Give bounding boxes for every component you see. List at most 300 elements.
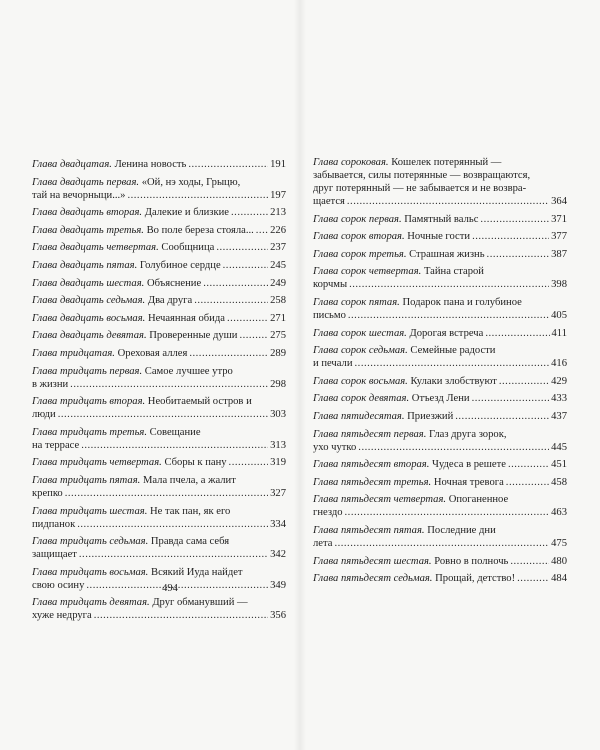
toc-entry-line bbox=[313, 248, 567, 261]
toc-entry-text bbox=[32, 241, 214, 254]
toc-entry-text bbox=[32, 176, 240, 189]
chapter-label: Глава двадцать шестая. bbox=[32, 277, 145, 289]
chapter-page-number: 349 bbox=[270, 579, 286, 591]
dot-leader bbox=[345, 506, 550, 519]
toc-entry bbox=[313, 327, 567, 340]
toc-entry-line bbox=[32, 395, 286, 408]
toc-entry-line bbox=[32, 206, 286, 219]
dot-leader bbox=[227, 312, 268, 325]
chapter-page-number: 271 bbox=[270, 312, 286, 324]
chapter-page-number: 364 bbox=[551, 196, 567, 207]
chapter-page-number: 405 bbox=[551, 309, 567, 321]
chapter-page-number: 275 bbox=[270, 330, 286, 342]
chapter-page-number: 371 bbox=[551, 213, 567, 225]
toc-entry-line bbox=[313, 182, 567, 195]
chapter-label: Глава пятьдесят третья. bbox=[313, 476, 432, 488]
toc-entry bbox=[313, 265, 567, 291]
chapter-label: Глава тридцать девятая. bbox=[32, 597, 150, 609]
chapter-label: Глава тридцатая. bbox=[32, 347, 115, 359]
chapter-label: Глава тридцать седьмая. bbox=[32, 536, 149, 548]
toc-entry-text bbox=[32, 548, 77, 561]
chapter-page-number: 377 bbox=[551, 231, 567, 243]
dot-leader bbox=[216, 241, 268, 254]
chapter-label: Глава сорок шестая. bbox=[313, 327, 407, 339]
toc-entry-text bbox=[32, 329, 237, 342]
chapter-title: Ореховая аллея bbox=[117, 347, 188, 359]
chapter-title: Всякий Иуда найдет bbox=[151, 566, 243, 578]
chapter-title: Правда сама себя bbox=[150, 536, 230, 548]
toc-entry-text bbox=[313, 230, 470, 243]
chapter-title: Глаз друга зорок, bbox=[429, 428, 507, 440]
toc-entry-line bbox=[32, 365, 286, 378]
toc-entry-line bbox=[32, 189, 286, 202]
chapter-title: пидпанок bbox=[32, 518, 76, 530]
toc-entry-text bbox=[313, 555, 508, 568]
toc-entry-line bbox=[32, 456, 286, 469]
toc-entry-line bbox=[32, 277, 286, 290]
chapter-page-number: 313 bbox=[270, 439, 286, 451]
toc-entry-text bbox=[313, 493, 508, 506]
toc-entry-line bbox=[32, 347, 286, 360]
toc-entry-text bbox=[313, 248, 485, 261]
chapter-page-number: 245 bbox=[270, 259, 286, 271]
toc-entry-text bbox=[32, 312, 225, 325]
chapter-title: щается bbox=[313, 196, 345, 207]
chapter-title: Ночная тревога bbox=[433, 476, 504, 488]
dot-leader bbox=[480, 213, 549, 226]
chapter-title: Не так пан, як его bbox=[150, 505, 231, 517]
toc-entry bbox=[313, 458, 567, 471]
chapter-label: Глава пятьдесят вторая. bbox=[313, 459, 430, 471]
toc-entry bbox=[313, 555, 567, 568]
toc-entry-text bbox=[313, 428, 507, 441]
toc-entry-line bbox=[32, 329, 286, 342]
toc-entry-text bbox=[32, 518, 75, 531]
toc-entry-text bbox=[32, 474, 236, 487]
toc-entry-text bbox=[313, 375, 497, 388]
toc-entry-text bbox=[32, 158, 186, 171]
toc-entry-line bbox=[313, 392, 567, 405]
toc-entry-line bbox=[313, 169, 567, 182]
toc-entry-text bbox=[313, 195, 345, 208]
chapter-label: Глава сорок девятая. bbox=[313, 393, 410, 405]
chapter-page-number: 463 bbox=[551, 507, 567, 519]
chapter-page-number: 356 bbox=[270, 610, 286, 622]
toc-entry-text bbox=[32, 408, 56, 421]
chapter-title: Страшная жизнь bbox=[409, 248, 485, 260]
toc-entry-text bbox=[32, 439, 79, 452]
chapter-page-number: 484 bbox=[551, 573, 567, 585]
chapter-page-number: 342 bbox=[270, 549, 286, 561]
chapter-title: Чудеса в решете bbox=[432, 459, 506, 471]
toc-entry-line bbox=[313, 265, 567, 278]
chapter-label: Глава двадцать седьмая. bbox=[32, 295, 146, 307]
toc-entry bbox=[313, 375, 567, 388]
toc-entry bbox=[313, 572, 567, 585]
toc-entry-text bbox=[313, 357, 353, 370]
chapter-label: Глава пятьдесят пятая. bbox=[313, 524, 425, 536]
toc-entry bbox=[32, 395, 286, 421]
chapter-title: Памятный вальс bbox=[404, 213, 479, 225]
toc-entry bbox=[32, 224, 286, 237]
toc-entry-line bbox=[313, 357, 567, 370]
chapter-label: Глава тридцать пятая. bbox=[32, 474, 141, 486]
toc-entry-text bbox=[32, 259, 221, 272]
dot-leader bbox=[127, 189, 268, 202]
toc-entry-line bbox=[313, 344, 567, 357]
dot-leader bbox=[58, 408, 268, 421]
dot-leader bbox=[506, 476, 549, 489]
toc-entry-line bbox=[313, 195, 567, 208]
toc-entry-text bbox=[313, 506, 343, 519]
chapter-title: люди bbox=[32, 409, 56, 421]
toc-entry bbox=[313, 392, 567, 405]
chapter-title: Кошелек потерянный — bbox=[391, 157, 502, 168]
toc-entry-line bbox=[32, 596, 286, 609]
toc-entry-text bbox=[313, 213, 478, 226]
toc-entry-text bbox=[313, 524, 496, 537]
chapter-page-number: 433 bbox=[551, 393, 567, 405]
toc-entry-line bbox=[313, 230, 567, 243]
dot-leader bbox=[472, 230, 549, 243]
chapter-page-number: 445 bbox=[551, 441, 567, 453]
toc-entry-line bbox=[313, 410, 567, 423]
toc-entry bbox=[313, 428, 567, 454]
dot-leader bbox=[81, 439, 268, 452]
chapter-page-number: 411 bbox=[551, 327, 567, 339]
chapter-title: гнездо bbox=[313, 507, 343, 519]
chapter-title: Кулаки злобствуют bbox=[410, 375, 497, 387]
chapter-label: Глава тридцать вторая. bbox=[32, 396, 146, 408]
chapter-label: Глава двадцать пятая. bbox=[32, 259, 138, 271]
chapter-title: защищает bbox=[32, 549, 77, 561]
dot-leader bbox=[348, 309, 549, 322]
toc-entry bbox=[313, 344, 567, 370]
toc-entry-line bbox=[313, 493, 567, 506]
dot-leader bbox=[239, 329, 268, 342]
chapter-page-number: 451 bbox=[551, 459, 567, 471]
toc-entry-text bbox=[32, 189, 125, 202]
toc-entry-line bbox=[32, 378, 286, 391]
chapter-title: Сообщница bbox=[161, 242, 215, 254]
dot-leader bbox=[231, 206, 268, 219]
dot-leader bbox=[334, 537, 549, 550]
chapter-title: лета bbox=[313, 537, 333, 549]
toc-entry bbox=[313, 493, 567, 519]
toc-entry-text bbox=[32, 395, 252, 408]
chapter-title: Подарок пана и голубиное bbox=[402, 296, 522, 308]
chapter-label: Глава пятьдесят первая. bbox=[313, 428, 427, 440]
toc-entry-text bbox=[313, 265, 484, 278]
dot-leader bbox=[487, 248, 550, 261]
dot-leader bbox=[256, 224, 268, 237]
toc-entry-text bbox=[32, 505, 230, 518]
toc-entry-text bbox=[32, 566, 243, 579]
toc-entry-text bbox=[313, 278, 347, 291]
toc-entry bbox=[313, 230, 567, 243]
chapter-label: Глава сорок седьмая. bbox=[313, 345, 408, 357]
toc-entry-text bbox=[313, 392, 470, 405]
chapter-title: Нечаянная обида bbox=[147, 312, 225, 324]
chapter-title: Приезжий bbox=[407, 410, 454, 422]
dot-leader bbox=[188, 158, 268, 171]
toc-entry-text bbox=[313, 182, 526, 195]
chapter-label: Глава тридцать шестая. bbox=[32, 505, 148, 517]
toc-entry bbox=[32, 365, 286, 391]
toc-entry-line bbox=[32, 548, 286, 561]
chapter-page-number: 334 bbox=[270, 518, 286, 530]
toc-entry-line bbox=[32, 241, 286, 254]
chapter-title: крепко bbox=[32, 487, 63, 499]
toc-entry-text bbox=[32, 378, 68, 391]
chapter-title: Сборы к пану bbox=[164, 457, 227, 469]
chapter-title: забывается, силы потерянные — возвращаются, bbox=[313, 170, 531, 181]
toc-entry bbox=[32, 312, 286, 325]
chapter-page-number: 458 bbox=[551, 476, 567, 488]
toc-right-column bbox=[313, 156, 567, 590]
toc-entry bbox=[313, 476, 567, 489]
dot-leader bbox=[70, 378, 268, 391]
chapter-title: Тайна старой bbox=[423, 266, 484, 278]
chapter-page-number: 213 bbox=[270, 207, 286, 219]
toc-entry-line bbox=[313, 156, 567, 169]
toc-entry bbox=[32, 535, 286, 561]
chapter-label: Глава тридцать первая. bbox=[32, 365, 143, 377]
chapter-label: Глава сорок восьмая. bbox=[313, 375, 408, 387]
page-number: 494 bbox=[162, 583, 178, 594]
toc-entry-text bbox=[313, 572, 515, 585]
chapter-label: Глава сорок четвертая. bbox=[313, 266, 422, 278]
toc-entry-text bbox=[32, 426, 201, 439]
chapter-title: свою осину bbox=[32, 579, 85, 591]
toc-entry bbox=[313, 296, 567, 322]
toc-entry-text bbox=[32, 487, 63, 500]
dot-leader bbox=[517, 572, 549, 585]
toc-entry-line bbox=[32, 518, 286, 531]
toc-entry bbox=[32, 596, 286, 622]
chapter-title: Ровно в полночь bbox=[434, 555, 509, 567]
toc-entry-line bbox=[32, 439, 286, 452]
chapter-title: Голубиное сердце bbox=[139, 259, 221, 271]
chapter-label: Глава двадцать третья. bbox=[32, 224, 144, 236]
dot-leader bbox=[499, 375, 549, 388]
toc-entry bbox=[313, 213, 567, 226]
chapter-label: Глава сороковая. bbox=[313, 157, 389, 168]
toc-entry-line bbox=[313, 309, 567, 322]
dot-leader bbox=[194, 294, 268, 307]
chapter-title: Ленина новость bbox=[114, 159, 187, 170]
chapter-title: и печали bbox=[313, 358, 353, 370]
chapter-page-number: 416 bbox=[551, 358, 567, 370]
toc-entry-text bbox=[32, 535, 229, 548]
toc-entry-line bbox=[32, 474, 286, 487]
toc-entry-text bbox=[32, 277, 201, 290]
dot-leader bbox=[223, 259, 268, 272]
toc-entry bbox=[32, 241, 286, 254]
chapter-title: тай на вечорныци...» bbox=[32, 189, 126, 201]
chapter-page-number: 298 bbox=[270, 378, 286, 390]
chapter-title: Самое лучшее утро bbox=[144, 365, 233, 377]
toc-entry-line bbox=[313, 213, 567, 226]
toc-entry-text bbox=[313, 327, 483, 340]
toc-entry-text bbox=[313, 476, 504, 489]
toc-entry-text bbox=[32, 609, 92, 622]
toc-left-column bbox=[32, 158, 286, 627]
chapter-page-number: 289 bbox=[270, 347, 286, 359]
toc-entry-line bbox=[313, 296, 567, 309]
toc-entry bbox=[32, 259, 286, 272]
dot-leader bbox=[79, 548, 268, 561]
toc-entry bbox=[32, 456, 286, 469]
chapter-label: Глава пятидесятая. bbox=[313, 410, 405, 422]
chapter-page-number: 303 bbox=[270, 409, 286, 421]
chapter-page-number: 249 bbox=[270, 277, 286, 289]
toc-entry-line bbox=[313, 375, 567, 388]
toc-entry-line bbox=[313, 278, 567, 291]
dot-leader bbox=[229, 456, 269, 469]
dot-leader bbox=[94, 609, 268, 622]
chapter-title: Во поле береза стояла... bbox=[146, 224, 254, 236]
toc-entry-text bbox=[32, 579, 84, 592]
toc-entry-line bbox=[32, 426, 286, 439]
chapter-page-number: 191 bbox=[270, 159, 286, 170]
toc-entry-line bbox=[32, 312, 286, 325]
book-gutter bbox=[294, 0, 306, 750]
chapter-title: Дорогая встреча bbox=[409, 327, 484, 339]
chapter-page-number: 226 bbox=[270, 224, 286, 236]
chapter-label: Глава тридцать четвертая. bbox=[32, 457, 162, 469]
chapter-title: Далекие и близкие bbox=[144, 207, 230, 219]
toc-entry bbox=[32, 426, 286, 452]
dot-leader bbox=[203, 277, 268, 290]
dot-leader bbox=[77, 518, 268, 531]
toc-entry-line bbox=[32, 609, 286, 622]
chapter-label: Глава двадцать четвертая. bbox=[32, 242, 159, 254]
dot-leader bbox=[455, 410, 549, 423]
chapter-label: Глава двадцатая. bbox=[32, 159, 112, 170]
toc-entry-line bbox=[32, 158, 286, 171]
chapter-label: Глава двадцать восьмая. bbox=[32, 312, 146, 324]
toc-entry-text bbox=[32, 596, 248, 609]
chapter-title: Опоганенное bbox=[448, 494, 509, 506]
dot-leader bbox=[358, 441, 549, 454]
toc-entry bbox=[313, 410, 567, 423]
toc-entry-line bbox=[313, 506, 567, 519]
toc-entry-line bbox=[32, 505, 286, 518]
toc-entry-line bbox=[313, 537, 567, 550]
toc-entry-line bbox=[32, 259, 286, 272]
toc-entry-text bbox=[32, 365, 233, 378]
chapter-label: Глава двадцать первая. bbox=[32, 176, 140, 188]
toc-entry-line bbox=[32, 294, 286, 307]
toc-entry-line bbox=[313, 572, 567, 585]
chapter-title: Объяснение bbox=[146, 277, 202, 289]
chapter-title: Два друга bbox=[147, 295, 193, 307]
toc-entry-line bbox=[32, 224, 286, 237]
chapter-label: Глава тридцать третья. bbox=[32, 426, 147, 438]
toc-entry bbox=[32, 347, 286, 360]
toc-entry-text bbox=[32, 456, 227, 469]
toc-entry-text bbox=[313, 441, 356, 454]
chapter-label: Глава сорок первая. bbox=[313, 213, 402, 225]
toc-entry-text bbox=[313, 344, 495, 357]
chapter-page-number: 237 bbox=[270, 242, 286, 254]
chapter-page-number: 437 bbox=[551, 410, 567, 422]
toc-entry bbox=[32, 277, 286, 290]
dot-leader bbox=[347, 195, 549, 208]
toc-entry-line bbox=[313, 441, 567, 454]
chapter-page-number: 429 bbox=[551, 375, 567, 387]
chapter-title: Необитаемый остров и bbox=[147, 396, 252, 408]
chapter-page-number: 475 bbox=[551, 537, 567, 549]
chapter-page-number: 480 bbox=[551, 555, 567, 567]
chapter-title: ухо чутко bbox=[313, 441, 357, 453]
toc-entry-text bbox=[32, 224, 254, 237]
toc-entry-line bbox=[313, 428, 567, 441]
toc-entry-line bbox=[313, 555, 567, 568]
toc-entry-text bbox=[313, 309, 346, 322]
dot-leader bbox=[510, 555, 549, 568]
chapter-title: Друг обманувший — bbox=[152, 597, 248, 609]
chapter-page-number: 319 bbox=[270, 457, 286, 469]
toc-entry-line bbox=[313, 458, 567, 471]
chapter-page-number: 398 bbox=[551, 279, 567, 291]
chapter-title: Мала пчела, а жалит bbox=[142, 474, 236, 486]
dot-leader bbox=[189, 347, 268, 360]
dot-leader bbox=[355, 357, 550, 370]
chapter-title: на террасе bbox=[32, 439, 80, 451]
toc-entry bbox=[313, 156, 567, 208]
chapter-title: хуже недруга bbox=[32, 610, 92, 622]
toc-entry bbox=[313, 524, 567, 550]
toc-entry-text bbox=[32, 206, 229, 219]
chapter-title: Проверенные души bbox=[149, 330, 238, 342]
chapter-title: Совещание bbox=[149, 426, 201, 438]
chapter-title: письмо bbox=[313, 309, 346, 321]
dot-leader bbox=[508, 458, 549, 471]
toc-entry bbox=[32, 158, 286, 171]
chapter-page-number: 327 bbox=[270, 487, 286, 499]
toc-entry-text bbox=[313, 156, 501, 169]
chapter-label: Глава сорок третья. bbox=[313, 248, 407, 260]
toc-entry bbox=[32, 505, 286, 531]
chapter-label: Глава двадцать вторая. bbox=[32, 207, 143, 219]
toc-entry bbox=[32, 294, 286, 307]
toc-entry-line bbox=[313, 524, 567, 537]
chapter-label: Глава сорок пятая. bbox=[313, 296, 400, 308]
toc-entry bbox=[32, 206, 286, 219]
dot-leader bbox=[349, 278, 549, 291]
toc-entry-text bbox=[313, 458, 506, 471]
toc-entry-text bbox=[313, 169, 530, 182]
chapter-label: Глава пятьдесят шестая. bbox=[313, 555, 432, 567]
chapter-title: Ночные гости bbox=[407, 231, 471, 243]
toc-entry-line bbox=[32, 176, 286, 189]
chapter-title: Последние дни bbox=[427, 524, 496, 536]
chapter-title: Семейные радости bbox=[410, 345, 496, 357]
chapter-title: Прощай, детство! bbox=[435, 573, 516, 585]
chapter-title: корчмы bbox=[313, 279, 348, 291]
toc-entry-text bbox=[313, 296, 522, 309]
toc-entry-line bbox=[313, 476, 567, 489]
toc-entry-line bbox=[32, 535, 286, 548]
chapter-label: Глава тридцать восьмая. bbox=[32, 566, 149, 578]
toc-entry-line bbox=[32, 487, 286, 500]
toc-entry bbox=[32, 329, 286, 342]
chapter-title: Отъезд Лени bbox=[411, 393, 470, 405]
chapter-label: Глава пятьдесят четвертая. bbox=[313, 494, 447, 506]
toc-entry bbox=[32, 176, 286, 202]
